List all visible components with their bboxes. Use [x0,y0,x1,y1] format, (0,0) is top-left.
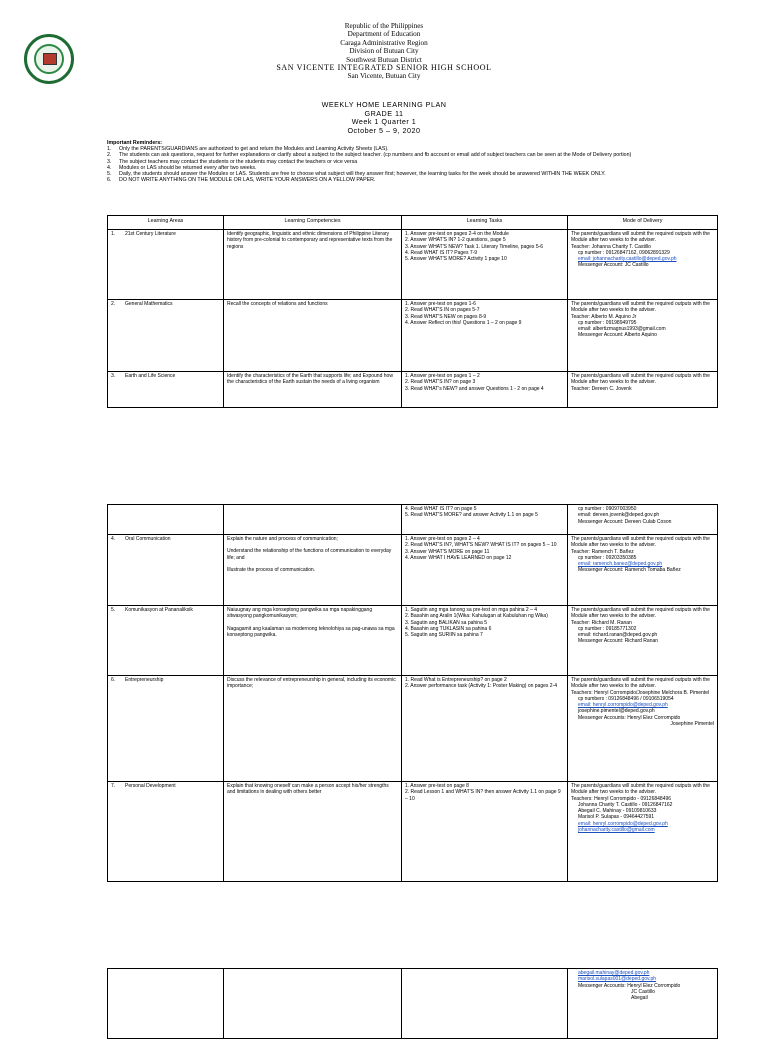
table-row: 3. Earth and Life Science Identify the characteristics of the Earth that supports life; and Expound how the characteristics of the Earth sustain the needs of a living organism 1. Answer pre-test on pages 1 – 2 2. Read WHAT'S IN? on page 3 3. Read WHAT's NEW? and answer Questions 1 - 2 on page 4 The parents/guardians will submit the required outputs with the Module after two weeks to the adviser. Teacher: Dereen C. Jovenk [108,372,718,408]
teacher-name: Teachers: Henryl Corrompido - 09126848496 [571,795,672,802]
header-line: Caraga Administrative Region [340,38,428,47]
competency: Naiuugnay ang mga konseptong pangwika sa mga napakinggang sitwasyong pangkomunikasyon; [227,607,373,620]
messenger-account: Abegail [631,995,648,1002]
task: 2. Read Lesson 1 and WHAT'S IN? then answer Activity 1.1 on page 9 – 10 [405,789,561,802]
table-row: 4. Oral Communication Explain the nature and process of communication; Understand the relationship of the functions of communication to everyday life; and Illustrate the process of communication. 1. Answer pre-test on pages 2 – 4 2. Read WHAT'S IN?, WHAT'S NEW? WHAT IS IT? on pages 5 – 10 3. Answer WHAT'S MORE on page 11 4. Answer WHAT I HAVE LEARNED on page 12 The parents/guardians will submit the required outputs with the Module after two weeks to the adviser. Teacher: Ramench T. Bañez cp number : 09203350385 email: ramench.banez@deped.gov.ph Messenger Account: Ramench Tomaba Bañez [108,535,718,606]
learning-plan-table-page3 [107,968,718,1039]
messenger-account: JC Castillo [631,988,655,995]
column-header: Learning Areas [108,216,224,230]
task: 1. Answer pre-test on pages 2 – 4 [405,536,480,542]
delivery-note: The parents/guardians will submit the required outputs with the Module after two weeks to the adviser. [571,373,710,386]
task: 1. Answer pre-test on pages 2-4 on the Module [405,231,509,237]
delivery-note: The parents/guardians will submit the required outputs with the Module after two weeks to the adviser. [571,231,710,244]
messenger-account: Messenger Account: Alberto Aquino [578,332,657,339]
task: 3. Answer WHAT'S NEW? Task 1. Literary Timeline, pages 5-6 [405,243,544,250]
messenger-account: Messenger Account: Ramench Tomaba Bañez [578,567,681,574]
table-row: 5. Komunikasyon at Pananaliksik Naiuugnay ang mga konseptong pangwika sa mga napakinggang sitwasyong pangkomunikasyon; Nagagamit ang kaalaman sa modernong teknolohiya sa pag-unawa sa mga konseptong pangwika. 1. Sagutin ang mga tanong sa pre-test on mga pahina 2 – 4 2. Basahin ang Aralin 1(Wika: Kahulugan at Kabuluhan ng Wika) 3. Sagutin ang BALIKAN sa pahina 5 4. Basahin ang TUKLASIN sa pahina 6 5. Sagutin ang SURIIN sa pahina 7 The parents/guardians will submit the required outputs with the Module after two weeks to the adviser. Teacher: Richard M. Ranan cp number : 09185771302 email: richard.ranan@deped.gov.ph Messenger Account: Richard Ranan [108,606,718,676]
learning-area: 21st Century Literature [125,231,176,237]
email-link[interactable]: email: johannacharity.castillo@deped.gov.ph [578,256,677,263]
learning-area: Earth and Life Science [125,373,176,379]
reminder-item: 1. Only the PARENTS/GUARDIANS are authorized to get and return the Modules and Learning Activity Sheets (LAS). [107,146,389,153]
messenger-account: Messenger Account: JC Castillo [578,262,649,269]
delivery-note: The parents/guardians will submit the required outputs with the Module after two weeks to the adviser. [571,677,710,690]
table-row [108,505,718,535]
reminder-item: 6. DO NOT WRITE ANYTHING ON THE MODULE OR LAS, WRITE YOUR ANSWERS ON A YELLOW PAPER. [107,177,376,184]
messenger-account: Josephine Pimentel [670,721,714,728]
email: email: richard.ranan@deped.gov.ph [578,632,658,639]
competency: Explain the nature and process of communication; [227,536,338,542]
email-link[interactable]: email: henryl.corrompido@deped.gov.ph [578,702,668,709]
learning-area: General Mathematics [125,301,173,307]
header-line: Division of Butuan City [349,47,419,56]
teacher-name: Teacher: Ramench T. Bañez [571,548,634,555]
table-row: 7. Personal Development Explain that knowing oneself can make a person accept his/her strengths and limitations in dealing with others better 1. Answer pre-test on page 8 2. Read Lesson 1 and WHAT'S IN? then answer Activity 1.1 on page 9 – 10 The parents/guardians will submit the required outputs with the Module after two weeks to the adviser. Teachers: Henryl Corrompido - 09126848496 Johanna Charity T. Castillo - 09126847162 Abegail C. Mahinay - 09109810633 Marisol P. Sulapas - 09464427591 email: henryl.corrompido@deped.gov.ph johannacharity.castillo@gmail.com [108,782,718,882]
task: 2. Read WHAT'S IN? on page 3 [405,379,476,386]
messenger-account: Messenger Account: Dereen Culab Coson [578,518,672,525]
competency: Nagagamit ang kaalaman sa modernong teknolohiya sa pag-unawa sa mga konseptong pangwika. [227,625,395,638]
task: 5. Answer WHAT'S MORE? Activity 1 page 10 [405,256,507,263]
task: 2. Answer performance task (Activity 1: Poster Making) on pages 2-4 [405,683,558,690]
teacher-name: Teachers: Henryl Corrompido/Josephine Melchora B. Pimentel [571,689,710,696]
task: 3. Read WHAT's NEW? and answer Questions 1 - 2 on page 4 [405,385,544,392]
teacher-name: Abegail C. Mahinay - 09109810633 [578,808,657,815]
email-link[interactable]: email: ramench.banez@deped.gov.ph [578,561,663,568]
email-link[interactable]: abegail.mahinay@deped.gov.ph [578,970,650,976]
school-address: San Vicente, Butuan City [347,72,421,81]
header-line: Department of Education [347,30,421,39]
delivery-note: The parents/guardians will submit the required outputs with the Module after two weeks to the adviser. [571,607,710,620]
plan-title: WEEKLY HOME LEARNING PLAN [321,100,447,109]
competency: Explain that knowing oneself can make a person accept his/her strengths and limitations in dealing with others better [227,783,389,796]
learning-area: Entrepreneurship [125,677,164,683]
plan-title-block [0,101,768,135]
reminder-item: 4. Modules or LAS should be returned every after two weeks. [107,164,257,171]
reminders-title: Important Reminders: [107,140,163,146]
teacher-name: Teacher: Dereen C. Jovenk [571,385,632,392]
plan-week: Week 1 Quarter 1 [351,117,417,127]
email-link[interactable]: email: henryl.corrompido@deped.gov.ph [578,820,668,827]
task: 2. Answer WHAT'S IN? 1-2 questions, page 5 [405,237,506,244]
task: 5. Sagutin ang SURIIN sa pahina 7 [405,632,483,639]
competency: Discuss the relevance of entrepreneurship in general, including its economic importance; [227,677,396,690]
email: email: dereen.jovenk@deped.gov.ph [578,512,660,519]
learning-area: Komunikasyon at Pananaliksik [125,607,193,613]
task: 1. Answer pre-test on pages 1-6 [405,301,476,307]
table-row: 2. General Mathematics Recall the concepts of relations and functions 1. Answer pre-test on pages 1-6 2. Read WHAT'S IN on pages 5-7 3. Read WHAT'S NEW on pages 8-9 4. Answer Reflect on this! Questions 1 – 2 on page 9 The parents/guardians will submit the required outputs with the Module after two weeks to the adviser. Teacher: Alberto M. Aquino Jr cp number : 09198949795 email: albertizmagnus1993@gmail.com Messenger Account: Alberto Aquino [108,300,718,372]
competency: Identify the characteristics of the Earth that supports life; and Expound how the characteristics of the Earth sustain the needs of a living organism [227,373,393,386]
messenger-account: Messenger Accounts: Henryl Elez Corrompido [578,714,681,721]
task: 1. Read What is Entrepreneurship? on page 2 [405,677,507,683]
learning-area: Personal Development [125,783,176,789]
reminder-item: 2. The students can ask questions, request for further explanations or clarify about a subject to the subject teacher. (cp numbers and fb account or email add of subject teachers can be seen at the Mode of Delivery portion) [107,152,632,159]
table-row [108,969,718,1039]
column-header: Learning Competencies [224,216,402,230]
email-link[interactable]: johannacharity.castillo@gmail.com [578,827,655,834]
task: 3. Read WHAT'S NEW on pages 8-9 [405,313,487,320]
learning-area: Oral Communication [125,536,171,542]
teacher-name: Teacher: Richard M. Ranan [571,619,632,626]
competency: Recall the concepts of relations and functions [227,301,328,307]
cp-number: cp number : 09097003950 [578,506,637,512]
teacher-name: Teacher: Johanna Charity T. Castillo [571,243,651,250]
cp-number: cp number : 09185771302 [578,625,637,632]
table-row: 1. 21st Century Literature Identify geographic, linguistic and ethnic dimensions of Philippine Literary history from pre-colonial to contemporary and representative texts from the regions 1. Answer pre-test on pages 2-4 on the Module 2. Answer WHAT'S IN? 1-2 questions, page 5 3. Answer WHAT'S NEW? Task 1. Literary Timeline, pages 5-6 4. Read WHAT IS IT? Pages 7-9 5. Answer WHAT'S MORE? Activity 1 page 10 The parents/guardians will submit the required outputs with the Module after two weeks to the adviser. Teacher: Johanna Charity T. Castillo cp number : 09126847162, 09062891329 email: johannacharity.castillo@deped.gov.ph Messenger Account: JC Castillo [108,230,718,300]
email-link[interactable]: marisol.sulapas001@deped.gov.ph [578,976,657,983]
email: email: albertizmagnus1993@gmail.com [578,326,666,333]
task: 5. Read WHAT'S MORE? and answer Activity 1.1 on page 5 [405,512,538,519]
task: 1. Answer pre-test on page 8 [405,783,469,789]
cp-number: cp number : 09126847162, 09062891329 [578,249,670,256]
reminder-item: 3. The subject teachers may contact the students or the students may contact the teachers or vice versa [107,158,358,165]
plan-dates: October 5 – 9, 2020 [347,125,421,135]
header-line: Southwest Butuan District [346,55,422,64]
messenger-account: Messenger Account: Richard Ranan [578,638,659,645]
column-header: Learning Tasks [402,216,568,230]
task: 2. Basahin ang Aralin 1(Wika: Kahulugan at Kabuluhan ng Wika) [405,613,548,620]
reminder-item: 5. Daily, the students should answer the Modules or LAS. Students are free to choose what subject will they answer first; however, the learning tasks for the week should be answered WITHIN THE WEEK ONLY. [107,171,606,178]
task: 4. Basahin ang TUKLASIN sa pahina 6 [405,625,492,632]
teacher-name: Johanna Charity T. Castillo - 09126847162 [578,801,673,808]
task: 3. Answer WHAT'S MORE on page 11 [405,548,490,555]
plan-grade: GRADE 11 [364,108,404,118]
task: 2. Read WHAT'S IN on pages 5-7 [405,307,480,314]
task: 4. Answer WHAT I HAVE LEARNED on page 12 [405,554,512,561]
delivery-note: The parents/guardians will submit the required outputs with the Module after two weeks to the adviser. [571,301,710,314]
task: 1. Sagutin ang mga tanong sa pre-test on mga pahina 2 – 4 [405,607,538,613]
task: 4. Answer Reflect on this! Questions 1 – 2 on page 9 [405,319,522,326]
teacher-name: Teacher: Alberto M. Aquino Jr [571,313,637,320]
email: josephine.pimentel@deped.gov.ph [578,708,655,715]
messenger-account: Messenger Accounts: Henryl Elez Corrompido [578,982,681,989]
header-line: Republic of the Philippines [344,22,424,30]
delivery-note: The parents/guardians will submit the required outputs with the Module after two weeks to the adviser. [571,783,710,796]
task: 3. Sagutin ang BALIKAN sa pahina 5 [405,619,488,626]
delivery-note: The parents/guardians will submit the required outputs with the Module after two weeks to the adviser. [571,536,710,549]
cp-number: cp number : 09203350385 [578,554,637,561]
task: 4. Read WHAT IS IT? Pages 7-9 [405,249,478,256]
document-header [0,22,768,81]
learning-plan-table-page1 [107,215,718,408]
table-row: 6. Entrepreneurship Discuss the relevance of entrepreneurship in general, including its economic importance; 1. Read What is Entrepreneurship? on page 2 2. Answer performance task (Activity 1: Poster Making) on pages 2-4 The parents/guardians will submit the required outputs with the Module after two weeks to the adviser. Teachers: Henryl Corrompido/Josephine Melchora B. Pimentel cp numbers : 09126848496 / 09106519054 email: henryl.corrompido@deped.gov.ph josephine.pimentel@deped.gov.ph Messenger Accounts: Henryl Elez Corrompido Josephine Pimentel [108,676,718,782]
learning-plan-table-page2 [107,504,718,882]
task: 2. Read WHAT'S IN?, WHAT'S NEW? WHAT IS IT? on pages 5 – 10 [405,542,557,549]
column-header: Mode of Delivery [568,216,718,230]
competency: Understand the relationship of the functions of communication to everyday life; and [227,548,392,561]
important-reminders [107,140,707,183]
teacher-name: Marisol P. Sulapas - 09464427591 [578,814,655,821]
task: 4. Read WHAT IS IT? on page 5 [405,506,477,512]
school-name: SAN VICENTE INTEGRATED SENIOR HIGH SCHOOL [276,63,492,73]
task: 1. Answer pre-test on pages 1 – 2 [405,373,480,379]
cp-number: cp numbers : 09126848496 / 09106519054 [578,695,674,702]
competency: Identify geographic, linguistic and ethnic dimensions of Philippine Literary history from pre-colonial to contemporary and representative texts from the regions [227,231,393,250]
competency: Illustrate the process of communication. [227,566,316,573]
cp-number: cp number : 09198949795 [578,319,637,326]
